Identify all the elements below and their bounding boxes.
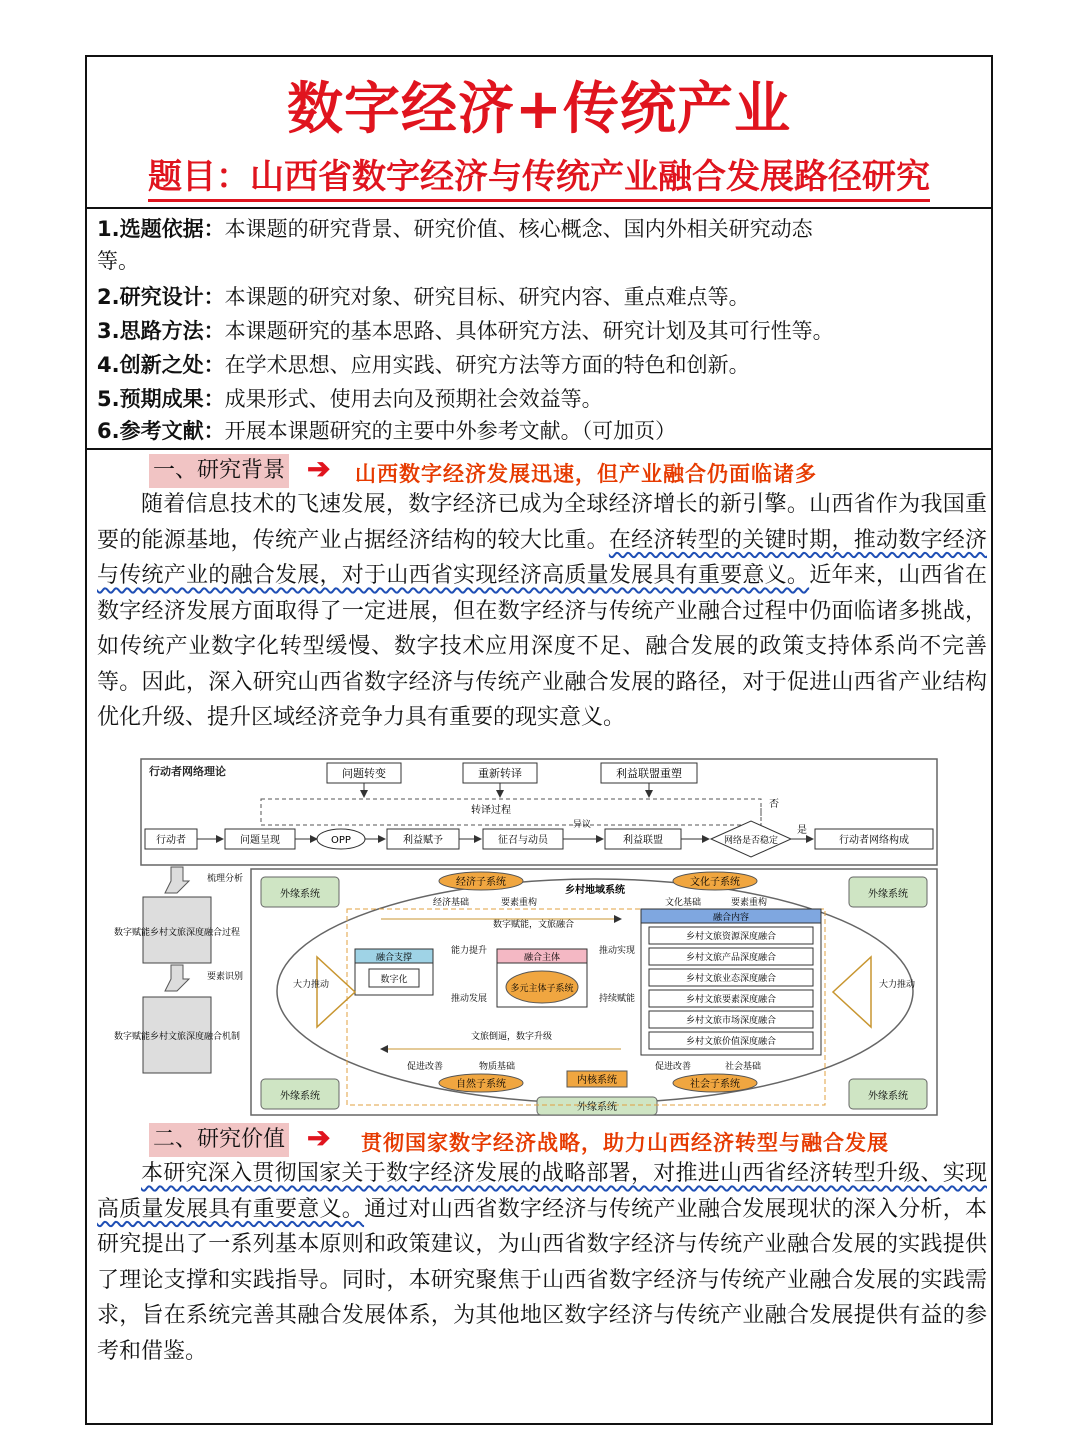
content-title: 融合内容 [712,913,750,923]
requirement-text-cont: 等。 [97,249,139,273]
flow-node: 利益赋予 [403,835,443,846]
requirements-list [87,207,991,450]
diagram-label: 物质基础 [479,1062,516,1072]
subsystem: 社会子系统 [690,1079,740,1090]
side-label: 大力推动 [293,980,330,990]
requirement-text: 本课题研究的基本思路、具体研究方法、研究计划及其可行性等。 [224,319,834,343]
outer-system-bl [261,1079,339,1109]
outer-system-bottom [537,1097,657,1115]
requirement-label: 6.参考文献： [97,419,225,443]
topic-title [87,149,991,198]
header [87,57,991,209]
diagram-label: 经济基础 [433,898,470,908]
mid-label: 持续赋能 [599,994,636,1004]
yes-label: 是 [797,825,807,836]
arrow-right-icon: ➔ [307,1121,331,1154]
mid-label: 能力提升 [451,946,488,956]
paragraph-text: 随着信息技术的飞速发展，数字经济已成为全球经济增长的新引擎。山西省作为我国重要的能源基地，传统产业占据经济结构的较大比重。 [97,492,987,553]
diagram-label: 社会基础 [725,1062,762,1072]
dissent-label: 异议 [573,820,592,830]
requirement-label: 1.选题依据： [97,217,225,241]
region-label: 乡村地域系统 [565,885,625,896]
outer-system-label: 外缘系统 [280,1091,320,1102]
side-label: 大力推动 [879,980,916,990]
requirement-item [97,415,987,447]
flow-node: 行动者 [156,835,186,846]
top-box-label: 利益联盟重塑 [616,767,682,780]
diagram-label: 文旅倒逼，数字升级 [471,1032,553,1042]
left-step-box: 数字赋能乡村文旅深度融合机制 [113,1032,241,1042]
subsystem: 自然子系统 [456,1079,506,1090]
flow-node: 利益联盟 [623,835,663,846]
diagram-label: 促进改善 [407,1062,444,1072]
requirement-text: 在学术思想、应用实践、研究方法等方面的特色和创新。 [224,353,750,377]
requirement-label: 4.创新之处： [97,353,225,377]
subsystem: 经济子系统 [456,877,506,888]
section-value-heading: 二、研究价值 [149,1123,289,1157]
requirement-item [97,349,987,381]
diagram-label: 要素重构 [501,898,538,908]
content-item: 乡村文旅业态深度融合 [685,974,777,984]
requirement-label: 3.思路方法： [97,319,225,343]
section-background-heading: 一、研究背景 [149,454,289,488]
content-item: 乡村文旅要素深度融合 [685,995,777,1005]
diagram-label: 要素重构 [731,898,768,908]
requirement-item [97,315,987,347]
mid-label: 推动实现 [599,946,636,956]
subject-title: 融合主体 [523,953,561,963]
left-step-box: 数字赋能乡村文旅深度融合过程 [113,928,241,938]
actor-network-diagram [113,757,939,1117]
flow-node: 行动者网络构成 [839,835,909,846]
content-item: 乡村文旅价值深度融合 [685,1037,777,1047]
flow-node: OPP [331,835,351,846]
document-frame [85,55,993,1425]
page-title: 数字经济+传统产业 [287,77,791,142]
diagram-label: 数字赋能，文旅融合 [493,920,575,930]
no-label: 否 [769,799,779,810]
requirement-item [97,281,987,313]
outer-system-br [849,1079,927,1109]
section-background-note: 山西数字经济发展迅速，但产业融合仍面临诸多 [355,462,817,486]
top-box-label: 问题转变 [342,767,386,780]
section-background-text [97,487,987,736]
support-title: 融合支撑 [375,953,413,963]
outer-system-label: 外缘系统 [868,889,908,900]
requirement-label: 5.预期成果： [97,387,225,411]
theory-label: 行动者网络理论 [149,765,226,778]
subsystem: 内核系统 [577,1075,617,1086]
outer-system-label: 外缘系统 [280,889,320,900]
paragraph-text: 通过对山西省数字经济与传统产业融合发展现状的深入分析，本研究提出了一系列基本原则和政策建议，为山西省数字经济与传统产业融合发展的实践提供了理论支撑和实践指导。同时，本研究聚焦于山西省数字经济与传统产业融合发展的实践需求，旨在系统完善其融合发展体系，为其他地区数字经济与传统产业融合发展提供有益的参考和借鉴。 [97,1196,987,1364]
support-item: 数字化 [380,975,408,985]
arrow-right-icon: ➔ [307,452,331,485]
subsystem: 文化子系统 [690,877,740,888]
flow-node: 征召与动员 [498,835,548,846]
translation-label: 转译过程 [471,805,511,816]
diagram-label: 文化基础 [665,898,702,908]
outer-system-label: 外缘系统 [868,1091,908,1102]
flow-decision: 网络是否稳定 [723,836,779,846]
requirement-text: 成果形式、使用去向及预期社会效益等。 [224,387,603,411]
outer-system-label: 外缘系统 [577,1102,617,1113]
requirement-text: 开展本课题研究的主要中外参考文献。（可加页） [224,419,677,443]
section-value-text [97,1156,987,1369]
flow-node: 问题呈现 [240,835,280,846]
requirement-text: 本课题的研究对象、研究目标、研究内容、重点难点等。 [224,285,750,309]
paragraph-text: 近年来，山西省在数字经济发展方面取得了一定进展，但在数字经济与传统产业融合过程中仍面临诸多挑战，如传统产业数字化转型缓慢、数字技术应用深度不足、融合发展的政策支持体系尚不完善等。因此，深入研究山西省数字经济与传统产业融合发展的路径，对于促进山西省产业结构优化升级、提升区域经济竞争力具有重要的现实意义。 [97,563,987,730]
outer-system-tr [849,877,927,907]
left-step-label: 梳理分析 [207,874,244,884]
topic-title-text: 题目：山西省数字经济与传统产业融合发展路径研究 [148,157,930,202]
subject-item: 多元主体子系统 [510,984,574,994]
content-item: 乡村文旅市场深度融合 [685,1016,777,1026]
content-item: 乡村文旅产品深度融合 [685,953,777,963]
top-box-label: 重新转译 [478,767,522,780]
requirement-text: 本课题的研究背景、研究价值、核心概念、国内外相关研究动态 [224,217,813,241]
outer-system-tl [261,877,339,907]
highlighted-sentence: 本研究深入贯彻国家关于数字经济发展的战略部署，对推进山西省经济转型升级、实现高质量发展具有重要意义。 [97,1161,987,1222]
mid-label: 推动发展 [451,994,488,1004]
left-step-label: 要素识别 [207,972,244,982]
requirement-label: 2.研究设计： [97,285,225,309]
diagram-label: 促进改善 [655,1062,692,1072]
requirement-item [97,213,987,277]
highlighted-sentence: 在经济转型的关键时期，推动数字经济与传统产业的融合发展，对于山西省实现经济高质量发展具有重要意义。 [97,527,987,588]
requirement-item [97,383,987,415]
content-item: 乡村文旅资源深度融合 [685,932,777,942]
section-value-note: 贯彻国家数字经济战略，助力山西经济转型与融合发展 [361,1131,889,1155]
